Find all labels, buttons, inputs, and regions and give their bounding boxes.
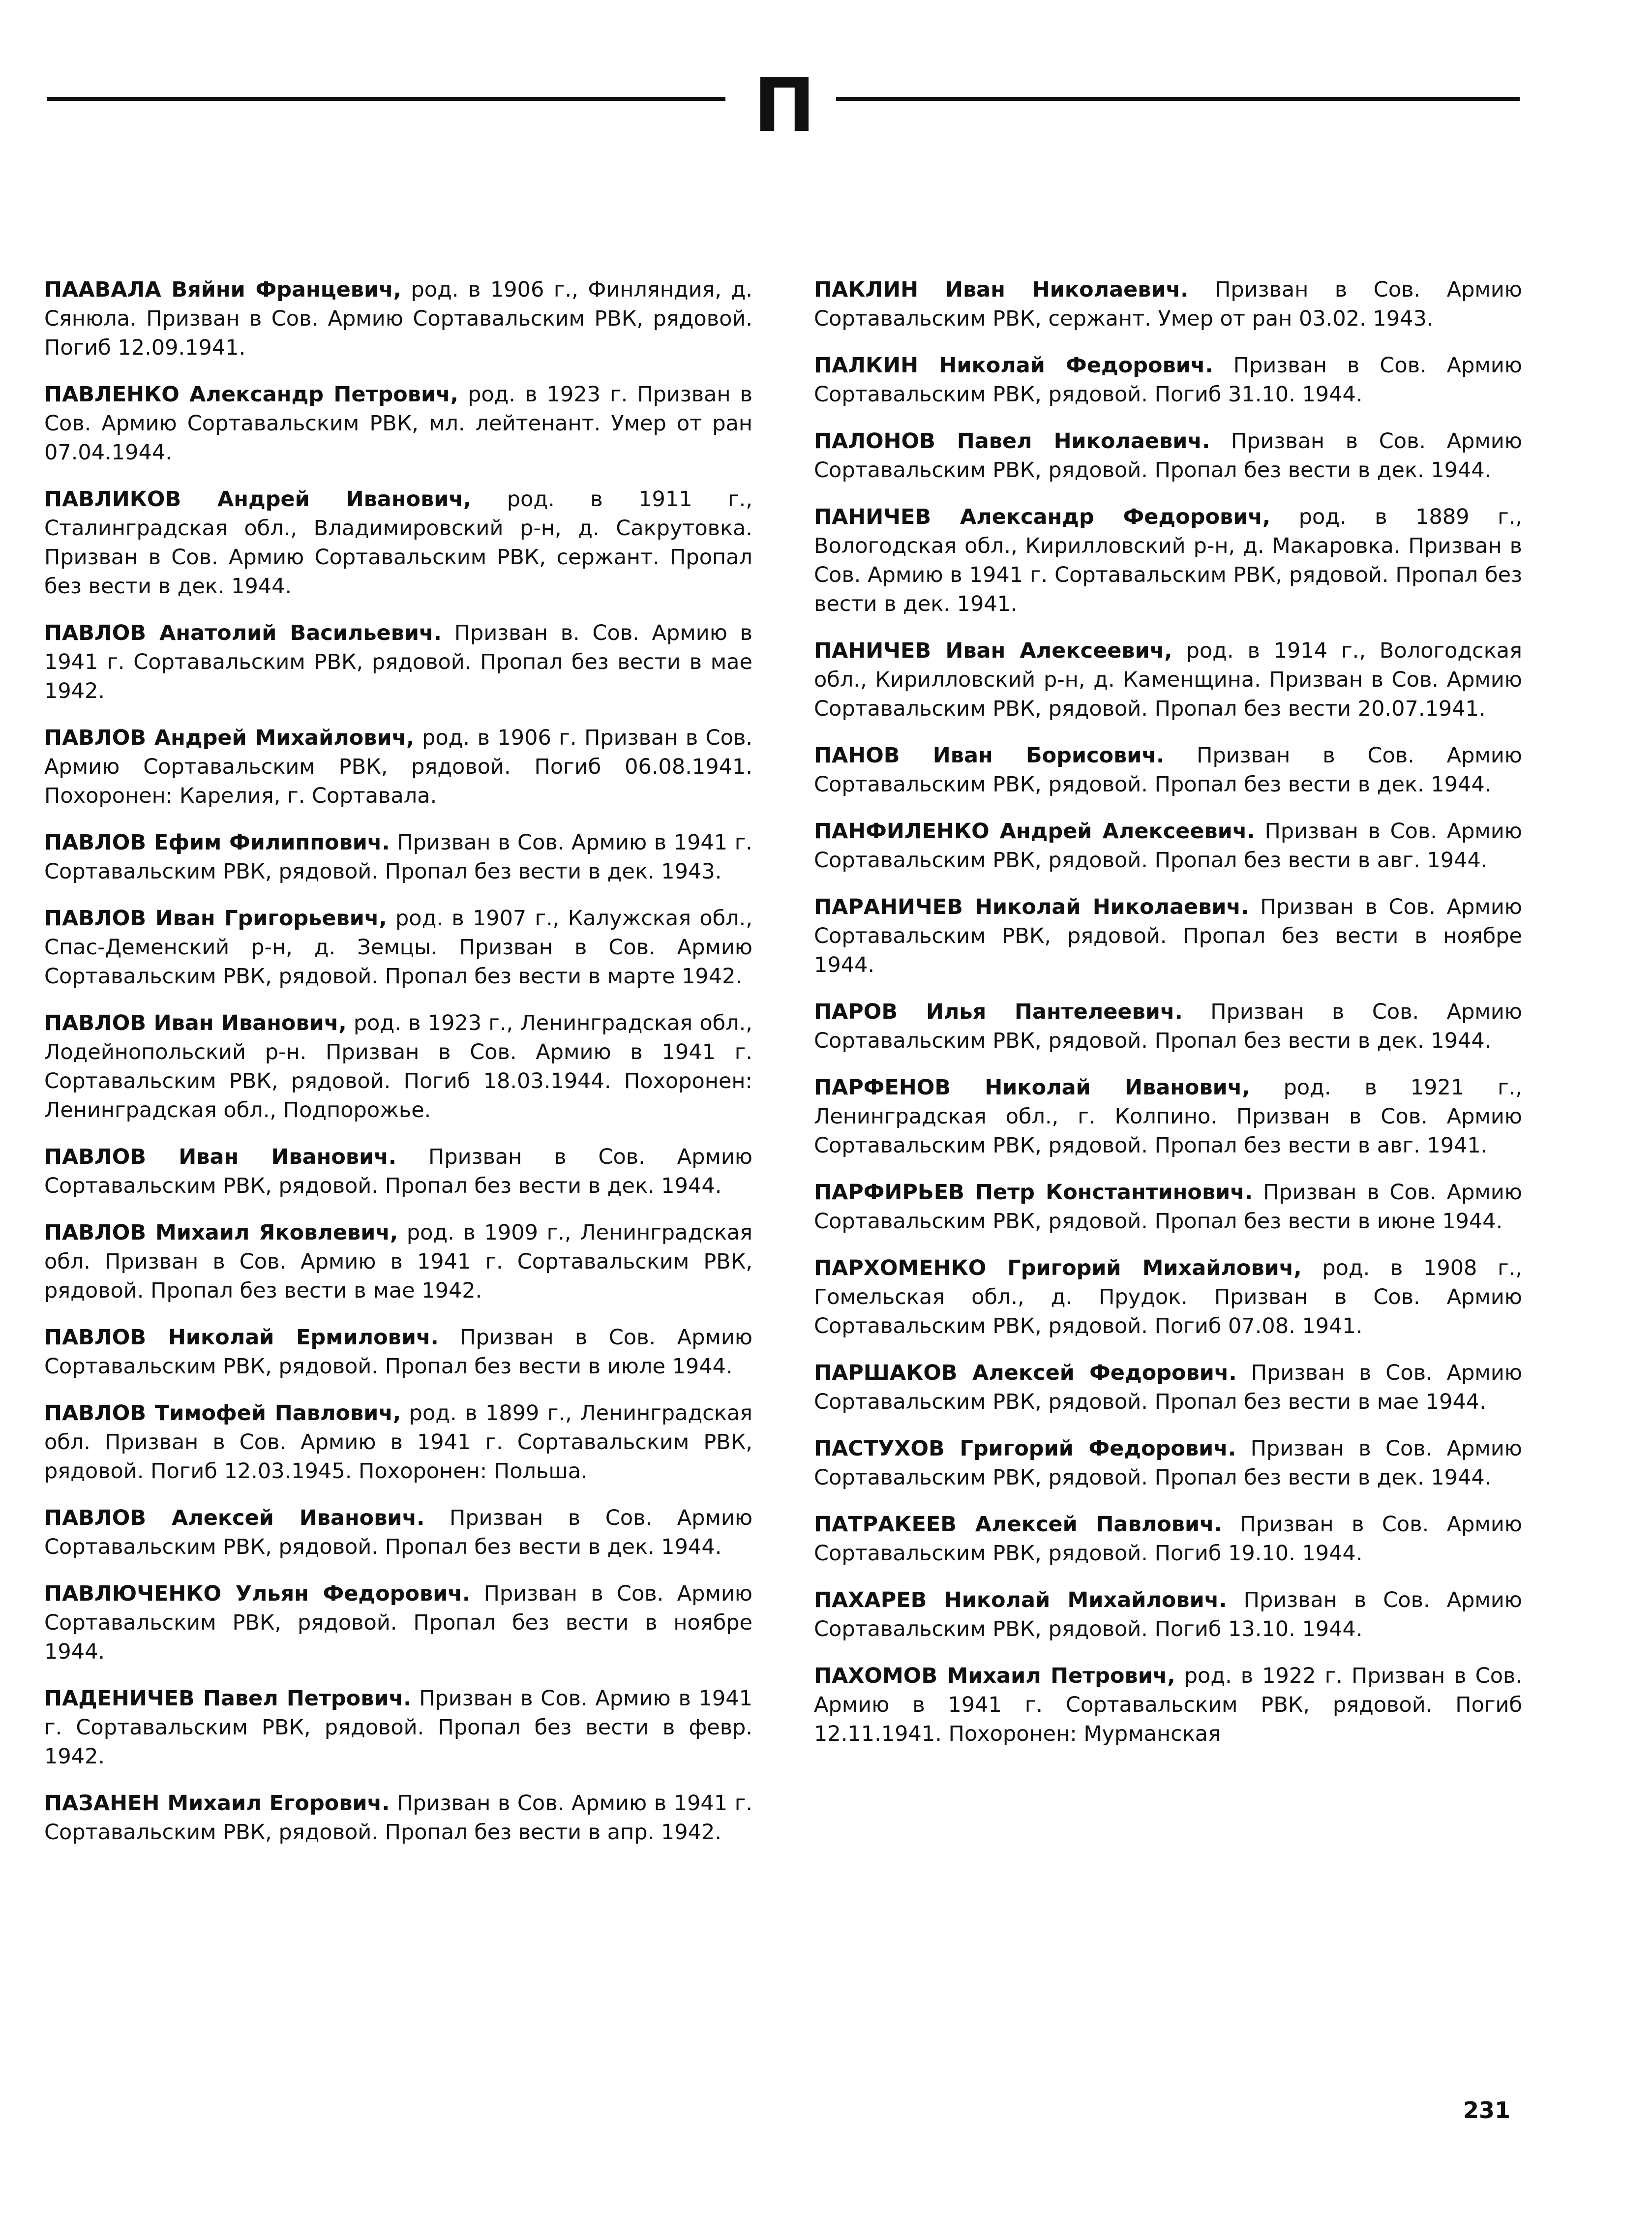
entry-text: род. в 1923 г., Ленинградская обл., Лодейнопольский р-н. Призван в Сов. Армию в 1941 г. Сортавальским РВК, рядовой. Погиб 18.03.1944. Похоронен: Ленинградская обл., Подпорожье. — [44, 1011, 752, 1123]
entry — [814, 503, 1522, 619]
entry-name: ПАНФИЛЕНКО Андрей Алексеевич. — [814, 819, 1255, 844]
entry-name: ПАВЛОВ Ефим Филиппович. — [44, 830, 390, 855]
entry-text: Призван в Сов. Армию Сортавальским РВК, рядовой. Погиб 31.10. 1944. — [814, 353, 1522, 407]
entry-text: род. в 1923 г. Призван в Сов. Армию Сортавальским РВК, мл. лейтенант. Умер от ран 07.04.1944. — [44, 382, 753, 465]
entry-text: Призван в Сов. Армию Сортавальским РВК, рядовой. Пропал без вести в июле 1944. — [44, 1325, 753, 1379]
entry-text: Призван в Сов. Армию в 1941 г. Сортавальским РВК, рядовой. Пропал без вести в февр. 1942. — [44, 1686, 752, 1769]
entry-name: ПАДЕНИЧЕВ Павел Петрович. — [44, 1686, 412, 1711]
entry-name: ПАВЛОВ Иван Иванович. — [44, 1145, 397, 1169]
entry-name: ПАХАРЕВ Николай Михайлович. — [814, 1588, 1227, 1612]
entry-text: род. в 1908 г., Гомельская обл., д. Прудок. Призван в Сов. Армию Сортавальским РВК, рядовой. Погиб 07.08. 1941. — [814, 1256, 1523, 1338]
entry-text: род. в 1909 г., Ленинградская обл. Призван в Сов. Армию в 1941 г. Сортавальским РВК, рядовой. Пропал без вести в мае 1942. — [44, 1220, 753, 1303]
entry — [814, 1662, 1522, 1749]
entry — [814, 427, 1522, 485]
entry — [814, 1434, 1522, 1492]
entry — [814, 741, 1522, 799]
entry-name: ПАХОМОВ Михаил Петрович, — [814, 1664, 1175, 1688]
entry-text: Призван в Сов. Армию Сортавальским РВК, рядовой. Пропал без вести в мае 1944. — [814, 1361, 1523, 1414]
entry-name: ПАВЛОВ Андрей Михайлович, — [44, 726, 415, 750]
entry — [814, 817, 1522, 875]
entry-name: ПАНИЧЕВ Александр Федорович, — [814, 505, 1271, 529]
entry — [44, 1009, 752, 1125]
entry-text: Призван в Сов. Армию в 1941 г. Сортавальским РВК, рядовой. Пропал без вести в апр. 1942. — [44, 1791, 753, 1845]
entry-name: ПАТРАКЕЕВ Алексей Павлович. — [814, 1512, 1222, 1537]
entry — [44, 1789, 752, 1847]
entry-name: ПАВЛОВ Иван Григорьевич, — [44, 906, 387, 931]
entry — [814, 1073, 1522, 1160]
entry-name: ПАВЛОВ Тимофей Павлович, — [44, 1401, 401, 1426]
entry — [44, 380, 752, 467]
entry-name: ПАВЛОВ Анатолий Васильевич. — [44, 621, 442, 645]
entry-name: ПАРХОМЕНКО Григорий Михайлович, — [814, 1256, 1302, 1280]
entry — [814, 275, 1522, 334]
entry — [44, 1143, 752, 1201]
entry — [44, 1399, 752, 1486]
entry-name: ПАКЛИН Иван Николаевич. — [814, 277, 1189, 302]
entry — [44, 619, 752, 706]
entry — [44, 828, 752, 886]
entry — [44, 1684, 752, 1771]
left-column — [44, 275, 752, 1865]
entry-text: род. в 1911 г., Сталинградская обл., Владимировский р-н, д. Сакрутовка. Призван в Сов. Армию Сортавальским РВК, сержант. Пропал без вести в дек. 1944. — [44, 487, 752, 599]
entry — [814, 1178, 1522, 1236]
entry-name: ПАЗАНЕН Михаил Егорович. — [44, 1791, 390, 1816]
entry-name: ПАВЛОВ Николай Ермилович. — [44, 1325, 439, 1350]
entry — [44, 1504, 752, 1562]
entry-text: Призван в Сов. Армию Сортавальским РВК, рядовой. Пропал без вести в дек. 1944. — [814, 1000, 1522, 1053]
right-column — [814, 275, 1522, 1766]
entry-name: ПАЛКИН Николай Федорович. — [814, 353, 1213, 378]
entry-text: род. в 1921 г., Ленинградская обл., г. Колпино. Призван в Сов. Армию Сортавальским РВК, рядовой. Пропал без вести в авг. 1941. — [814, 1075, 1522, 1158]
entry-name: ПАЛОНОВ Павел Николаевич. — [814, 429, 1210, 454]
section-letter: П — [753, 63, 815, 149]
entry-text: род. в 1906 г., Финляндия, д. Сянюла. Призван в Сов. Армию Сортавальским РВК, рядовой. Погиб 12.09.1941. — [44, 277, 752, 360]
entry-text: род. в 1914 г., Вологодская обл., Кирилловский р-н, д. Каменщина. Призван в Сов. Армию Сортавальским РВК, рядовой. Пропал без вести 20.07.1941. — [814, 638, 1522, 721]
entry-text: Призван в Сов. Армию Сортавальским РВК, рядовой. Пропал без вести в ноябре 1944. — [44, 1581, 753, 1664]
entry-name: ПАВЛЕНКО Александр Петрович, — [44, 382, 458, 407]
entry — [814, 637, 1522, 724]
entry — [814, 998, 1522, 1056]
entry-name: ПАРШАКОВ Алексей Федорович. — [814, 1361, 1237, 1385]
entry-name: ПААВАЛА Вяйни Францевич, — [44, 277, 401, 302]
entry — [44, 1323, 752, 1381]
entry-name: ПАВЛОВ Михаил Яковлевич, — [44, 1220, 398, 1245]
entry — [44, 724, 752, 811]
entry-text: Призван в Сов. Армию Сортавальским РВК, рядовой. Погиб 19.10. 1944. — [814, 1512, 1523, 1566]
entry — [814, 1586, 1522, 1644]
entry-text: Призван в Сов. Армию Сортавальским РВК, рядовой. Пропал без вести в июне 1944. — [814, 1180, 1522, 1234]
entry — [44, 904, 752, 991]
entry-text: род. в 1906 г. Призван в Сов. Армию Сортавальским РВК, рядовой. Погиб 06.08.1941. Похоронен: Карелия, г. Сортавала. — [44, 726, 752, 808]
entry — [814, 893, 1522, 980]
entry-text: Призван в Сов. Армию Сортавальским РВК, рядовой. Пропал без вести в дек. 1944. — [44, 1506, 753, 1559]
entry — [814, 1359, 1522, 1417]
entry-name: ПАВЛЮЧЕНКО Ульян Федорович. — [44, 1581, 471, 1606]
entry-name: ПАРОВ Илья Пантелеевич. — [814, 1000, 1183, 1024]
section-header — [47, 63, 1520, 149]
entry-text: Призван в Сов. Армию Сортавальским РВК, рядовой. Пропал без вести в дек. 1944. — [814, 743, 1522, 797]
entry-name: ПАНОВ Иван Борисович. — [814, 743, 1165, 768]
entry-text: род. в 1907 г., Калужская обл., Спас-Деменский р-н, д. Земцы. Призван в Сов. Армию Сортавальским РВК, рядовой. Пропал без вести в марте 1942. — [44, 906, 752, 989]
entry-name: ПАВЛОВ Иван Иванович, — [44, 1011, 347, 1035]
header-rule-right — [836, 97, 1520, 101]
entry-text: Призван в Сов. Армию Сортавальским РВК, рядовой. Пропал без вести в дек. 1944. — [44, 1145, 752, 1198]
entry-text: Призван в. Сов. Армию в 1941 г. Сортавальским РВК, рядовой. Пропал без вести в мае 1942. — [44, 621, 752, 703]
entry-name: ПАРФИРЬЕВ Петр Константинович. — [814, 1180, 1253, 1205]
entry — [44, 275, 752, 363]
entry-text: Призван в Сов. Армию Сортавальским РВК, рядовой. Пропал без вести в авг. 1944. — [814, 819, 1522, 873]
entry-text: Призван в Сов. Армию Сортавальским РВК, рядовой. Погиб 13.10. 1944. — [814, 1588, 1522, 1641]
entry-text: Призван в Сов. Армию в 1941 г. Сортавальским РВК, рядовой. Пропал без вести в дек. 1943. — [44, 830, 752, 884]
entry — [814, 1254, 1522, 1341]
entry-text: род. в 1899 г., Ленинградская обл. Призван в Сов. Армию в 1941 г. Сортавальским РВК, рядовой. Погиб 12.03.1945. Похоронен: Польша. — [44, 1401, 753, 1484]
entry-text: Призван в Сов. Армию Сортавальским РВК, сержант. Умер от ран 03.02. 1943. — [814, 277, 1522, 331]
entry-text: Призван в Сов. Армию Сортавальским РВК, рядовой. Пропал без вести в дек. 1944. — [814, 1436, 1522, 1490]
entry — [814, 351, 1522, 409]
entry — [814, 1510, 1522, 1568]
entry — [44, 1218, 752, 1305]
entry-text: род. в 1889 г., Вологодская обл., Кирилловский р-н, д. Макаровка. Призван в Сов. Армию в 1941 г. Сортавальским РВК, рядовой. Пропал без вести в дек. 1941. — [814, 505, 1523, 616]
entry-text: род. в 1922 г. Призван в Сов. Армию в 1941 г. Сортавальским РВК, рядовой. Погиб 12.11.1941. Похоронен: Мурманская — [814, 1664, 1523, 1746]
page-number: 231 — [1463, 2097, 1511, 2124]
entry-text: Призван в Сов. Армию Сортавальским РВК, рядовой. Пропал без вести в дек. 1944. — [814, 429, 1522, 483]
entry-name: ПАНИЧЕВ Иван Алексеевич, — [814, 638, 1172, 663]
entry-name: ПАРАНИЧЕВ Николай Николаевич. — [814, 895, 1249, 919]
entry-name: ПАВЛИКОВ Андрей Иванович, — [44, 487, 472, 512]
entry — [44, 1579, 752, 1667]
entry-text: Призван в Сов. Армию Сортавальским РВК, рядовой. Пропал без вести в ноябре 1944. — [814, 895, 1523, 977]
header-rule-left — [47, 97, 725, 101]
entry-name: ПАВЛОВ Алексей Иванович. — [44, 1506, 425, 1530]
entry-name: ПАСТУХОВ Григорий Федорович. — [814, 1436, 1236, 1461]
entry-name: ПАРФЕНОВ Николай Иванович, — [814, 1075, 1250, 1100]
entry — [44, 485, 752, 601]
